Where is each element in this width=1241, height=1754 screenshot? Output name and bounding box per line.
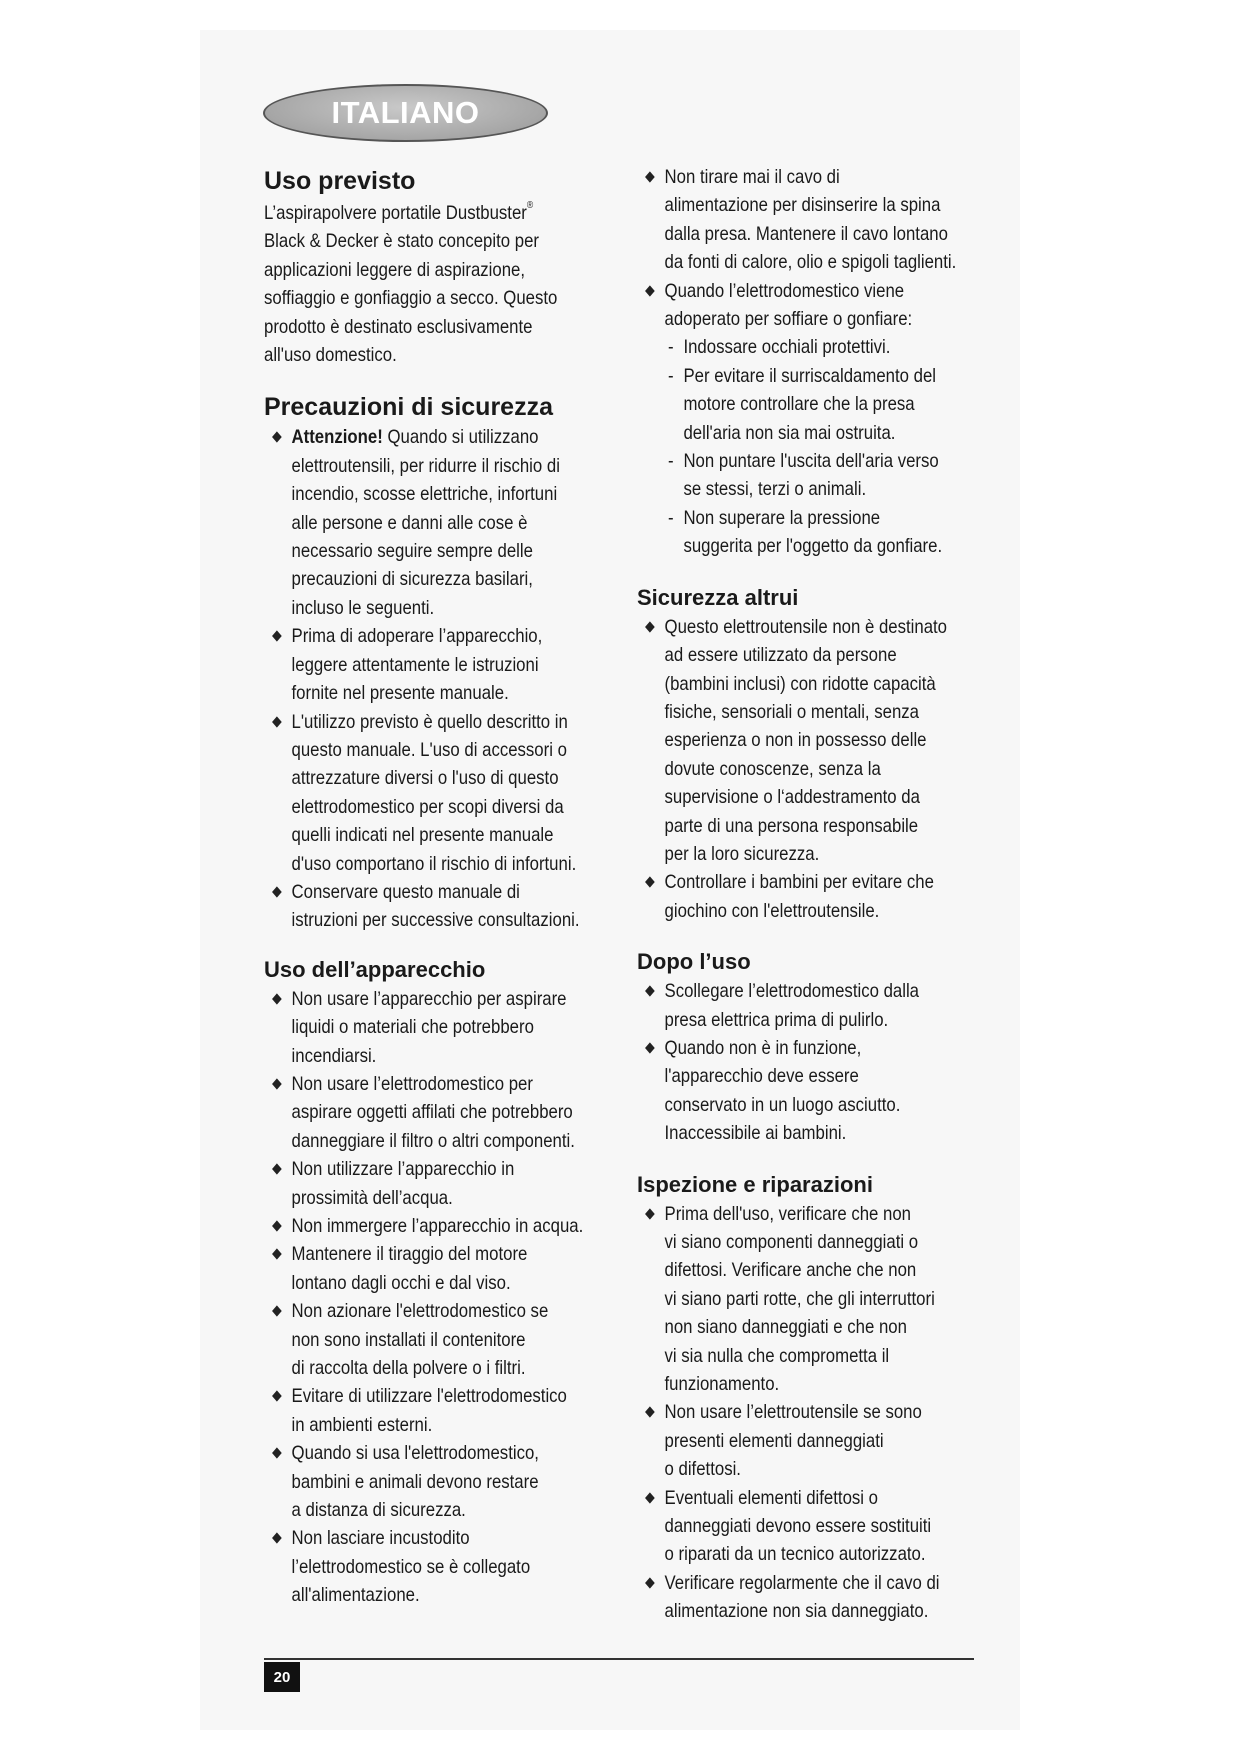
bullet-icon bbox=[272, 1533, 282, 1544]
text-line: esperienza o non in possesso delle bbox=[664, 729, 927, 752]
text-line: incendio, scosse elettriche, infortuni bbox=[291, 483, 558, 506]
text-line: conservato in un luogo asciutto. bbox=[664, 1093, 901, 1116]
section-title-uso-apparecchio: Uso dell’apparecchio bbox=[264, 956, 486, 982]
uso-previsto-text bbox=[264, 199, 634, 369]
text-line: Quando l’elettrodomestico viene bbox=[664, 279, 905, 302]
text-line: quelli indicati nel presente manuale bbox=[291, 824, 554, 847]
registered-mark: ® bbox=[526, 200, 534, 211]
bullet-icon bbox=[272, 1448, 282, 1459]
text-line: per la loro sicurezza. bbox=[664, 842, 820, 865]
section-uso-apparecchio bbox=[264, 955, 634, 1610]
bullet-icon bbox=[645, 285, 655, 296]
dash-mark: - bbox=[667, 506, 674, 529]
text-line: Prima dell'uso, verificare che non bbox=[664, 1202, 912, 1225]
right-column bbox=[637, 163, 1007, 1626]
attention-label: Attenzione! bbox=[291, 426, 383, 449]
dash-item bbox=[665, 504, 956, 561]
dash-item bbox=[665, 447, 956, 504]
text-line: L’aspirapolvere portatile Dustbuster bbox=[264, 202, 527, 224]
text-line: Non utilizzare l’apparecchio in bbox=[291, 1158, 515, 1181]
text-line: Non tirare mai il cavo di bbox=[664, 166, 840, 188]
text-line: fisiche, sensoriali o mentali, senza bbox=[664, 700, 919, 723]
section-ispezione bbox=[637, 1170, 1007, 1626]
bullet-icon bbox=[272, 1164, 282, 1175]
list-item bbox=[637, 1484, 1007, 1569]
dash-list-wrapper bbox=[637, 333, 955, 560]
list-item bbox=[264, 1155, 634, 1212]
language-label: ITALIANO bbox=[331, 95, 480, 130]
dash-item bbox=[665, 333, 956, 361]
text-line: alle persone e danni alle cose è bbox=[291, 511, 528, 534]
text-line: Non usare l’elettroutensile se sono bbox=[664, 1401, 922, 1424]
text-line: attrezzature diversi o l'uso di questo bbox=[291, 767, 559, 790]
section-precauzioni bbox=[264, 391, 634, 934]
text-line: non siano danneggiati e che non bbox=[664, 1316, 907, 1339]
bullet-icon bbox=[645, 1208, 655, 1219]
text-line: l'apparecchio deve essere bbox=[664, 1065, 859, 1088]
text-line: danneggiare il filtro o altri componenti. bbox=[291, 1129, 575, 1152]
text-line: adoperato per soffiare o gonfiare: bbox=[664, 308, 913, 331]
text-line: l’elettrodomestico se è collegato bbox=[291, 1555, 531, 1578]
text-line: Non superare la pressione bbox=[683, 506, 881, 529]
bullet-icon bbox=[645, 1577, 655, 1588]
text-line: Inaccessibile ai bambini. bbox=[664, 1122, 847, 1145]
text-line: presa elettrica prima di pulirlo. bbox=[664, 1008, 889, 1031]
text-line: non sono installati il contenitore bbox=[291, 1328, 526, 1351]
text-line: Quando si usa l'elettrodomestico, bbox=[291, 1442, 539, 1465]
list-item bbox=[264, 985, 634, 1070]
bullet-icon bbox=[272, 1078, 282, 1089]
text-line: bambini e animali devono restare bbox=[291, 1470, 539, 1493]
text-line: vi siano parti rotte, che gli interruttori bbox=[664, 1287, 935, 1310]
ispezione-list bbox=[637, 1200, 1007, 1626]
list-item bbox=[264, 1524, 634, 1609]
list-item bbox=[264, 1382, 634, 1439]
list-item bbox=[637, 1398, 1007, 1483]
section-title-uso-previsto: Uso previsto bbox=[264, 167, 416, 195]
text-line: Non lasciare incustodito bbox=[291, 1527, 470, 1550]
section-title-precauzioni: Precauzioni di sicurezza bbox=[264, 393, 553, 422]
text-line: difettosi. Verificare anche che non bbox=[664, 1259, 917, 1282]
text-line: giochino con l'elettroutensile. bbox=[664, 899, 880, 922]
text-line: lontano dagli occhi e dal viso. bbox=[291, 1271, 511, 1294]
text-line: a distanza di sicurezza. bbox=[291, 1499, 466, 1522]
text-line: aspirare oggetti affilati che potrebbero bbox=[291, 1101, 573, 1124]
text-line: di raccolta della polvere o i filtri. bbox=[291, 1357, 526, 1380]
bullet-icon bbox=[272, 1391, 282, 1402]
list-item bbox=[264, 878, 634, 935]
text-line: prossimità dell’acqua. bbox=[291, 1186, 453, 1209]
text-line: Quando si utilizzano bbox=[382, 426, 539, 449]
sicurezza-altrui-list bbox=[637, 613, 1007, 925]
bullet-icon bbox=[645, 877, 655, 888]
text-line: necessario seguire sempre delle bbox=[291, 540, 533, 563]
text-line: dovute conoscenze, senza la bbox=[664, 757, 881, 780]
text-line: Non usare l’elettrodomestico per bbox=[291, 1072, 533, 1095]
text-line: liquidi o materiali che potrebbero bbox=[291, 1016, 534, 1039]
list-item bbox=[637, 277, 1007, 334]
text-line: Non immergere l’apparecchio in acqua. bbox=[291, 1215, 584, 1237]
text-line: danneggiati devono essere sostituiti bbox=[664, 1515, 932, 1538]
text-line: Prima di adoperare l’apparecchio, bbox=[291, 625, 543, 648]
dash-mark: - bbox=[667, 336, 674, 359]
list-item bbox=[637, 1200, 1007, 1399]
text-line: dell'aria non sia mai ostruita. bbox=[683, 421, 896, 444]
text-line: incendiarsi. bbox=[291, 1044, 377, 1067]
left-column bbox=[264, 165, 634, 1610]
text-line: alimentazione non sia danneggiato. bbox=[664, 1600, 929, 1623]
text-line: Black & Decker è stato concepito per bbox=[264, 230, 539, 253]
bullet-icon bbox=[645, 1492, 655, 1503]
text-line: Scollegare l’elettrodomestico dalla bbox=[664, 980, 920, 1003]
text-line: incluso le seguenti. bbox=[291, 596, 435, 619]
dash-item bbox=[665, 362, 956, 447]
page-number: 20 bbox=[264, 1662, 300, 1692]
text-line: alimentazione per disinserire la spina bbox=[664, 194, 941, 217]
bullet-icon bbox=[272, 716, 282, 727]
text-line: Non puntare l'uscita dell'aria verso bbox=[683, 450, 939, 473]
text-line: all'uso domestico. bbox=[264, 344, 397, 367]
bullet-icon bbox=[272, 1220, 282, 1231]
bullet-icon bbox=[272, 886, 282, 897]
text-line: da fonti di calore, olio e spigoli taglienti. bbox=[664, 251, 957, 274]
text-line: L'utilizzo previsto è quello descritto in bbox=[291, 710, 568, 733]
text-line: Evitare di utilizzare l'elettrodomestico bbox=[291, 1385, 567, 1408]
text-line: se stessi, terzi o animali. bbox=[683, 478, 867, 501]
text-line: o riparati da un tecnico autorizzato. bbox=[664, 1543, 926, 1566]
text-line: (bambini inclusi) con ridotte capacità bbox=[664, 672, 936, 695]
list-item bbox=[637, 977, 1007, 1034]
text-line: soffiaggio e gonfiaggio a secco. Questo bbox=[264, 287, 558, 310]
cavo-list bbox=[637, 163, 1007, 333]
bullet-icon bbox=[645, 985, 655, 996]
list-item bbox=[637, 868, 1007, 925]
bullet-icon bbox=[645, 171, 655, 182]
text-line: prodotto è destinato esclusivamente bbox=[264, 315, 533, 338]
section-dopo-uso bbox=[637, 947, 1007, 1147]
text-line: applicazioni leggere di aspirazione, bbox=[264, 258, 526, 281]
uso-apparecchio-list bbox=[264, 985, 634, 1610]
text-line: elettroutensili, per ridurre il rischio di bbox=[291, 454, 560, 477]
dash-mark: - bbox=[667, 364, 674, 387]
text-line: ad essere utilizzato da persone bbox=[664, 644, 897, 667]
footer-rule bbox=[264, 1658, 974, 1660]
list-item bbox=[264, 622, 634, 707]
text-line: dalla presa. Mantenere il cavo lontano bbox=[664, 222, 948, 245]
dash-mark: - bbox=[667, 450, 674, 473]
text-line: Mantenere il tiraggio del motore bbox=[291, 1243, 528, 1266]
bullet-icon bbox=[272, 1306, 282, 1317]
section-sicurezza-altrui bbox=[637, 583, 1007, 925]
list-item bbox=[264, 1070, 634, 1155]
text-line: all'alimentazione. bbox=[291, 1584, 420, 1607]
bullet-icon bbox=[272, 993, 282, 1004]
text-line: fornite nel presente manuale. bbox=[291, 682, 509, 705]
section-title-ispezione: Ispezione e riparazioni bbox=[637, 1171, 873, 1197]
text-line: motore controllare che la presa bbox=[683, 393, 915, 416]
text-line: d'uso comportano il rischio di infortuni. bbox=[291, 852, 577, 875]
text-line: funzionamento. bbox=[664, 1373, 780, 1396]
text-line: precauzioni di sicurezza basilari, bbox=[291, 568, 533, 591]
text-line: o difettosi. bbox=[664, 1458, 741, 1481]
dopo-uso-list bbox=[637, 977, 1007, 1147]
list-item bbox=[264, 1212, 634, 1240]
language-badge bbox=[263, 84, 548, 142]
text-line: vi sia nulla che comprometta il bbox=[664, 1344, 890, 1367]
text-line: Questo elettroutensile non è destinato bbox=[664, 615, 948, 638]
text-line: questo manuale. L'uso di accessori o bbox=[291, 738, 567, 761]
list-item bbox=[637, 613, 1007, 869]
bullet-icon bbox=[272, 432, 282, 443]
bullet-icon bbox=[645, 1407, 655, 1418]
bullet-icon bbox=[272, 1249, 282, 1260]
text-line: parte di una persona responsabile bbox=[664, 814, 919, 837]
text-line: leggere attentamente le istruzioni bbox=[291, 653, 539, 676]
text-line: supervisione o l‘addestramento da bbox=[664, 786, 920, 809]
text-line: suggerita per l'oggetto da gonfiare. bbox=[683, 535, 943, 558]
text-line: in ambienti esterni. bbox=[291, 1413, 433, 1436]
list-item bbox=[264, 423, 634, 622]
text-line: Controllare i bambini per evitare che bbox=[664, 871, 934, 894]
text-line: presenti elementi danneggiati bbox=[664, 1429, 884, 1452]
section-title-sicurezza-altrui: Sicurezza altrui bbox=[637, 584, 799, 610]
list-item bbox=[264, 1297, 634, 1382]
list-item bbox=[264, 1240, 634, 1297]
bullet-icon bbox=[645, 621, 655, 632]
text-line: Non usare l’apparecchio per aspirare bbox=[291, 987, 567, 1010]
text-line: elettrodomestico per scopi diversi da bbox=[291, 795, 564, 818]
text-line: Quando non è in funzione, bbox=[664, 1036, 862, 1059]
text-line: istruzioni per successive consultazioni. bbox=[291, 909, 580, 932]
dash-list bbox=[665, 333, 956, 560]
section-title-dopo-uso: Dopo l’uso bbox=[637, 949, 751, 975]
list-item bbox=[637, 1569, 1007, 1626]
precauzioni-list bbox=[264, 423, 634, 934]
list-item bbox=[264, 1439, 634, 1524]
text-line: Conservare questo manuale di bbox=[291, 880, 520, 903]
text-line: vi siano componenti danneggiati o bbox=[664, 1231, 919, 1253]
bullet-icon bbox=[645, 1042, 655, 1053]
list-item bbox=[264, 708, 634, 878]
text-line: Indossare occhiali protettivi. bbox=[683, 336, 891, 359]
text-line: Verificare regolarmente che il cavo di bbox=[664, 1571, 940, 1594]
list-item bbox=[637, 1034, 1007, 1148]
list-item bbox=[637, 163, 1007, 277]
section-uso-previsto bbox=[264, 165, 634, 369]
text-line: Non azionare l'elettrodomestico se bbox=[291, 1300, 549, 1323]
text-line: Eventuali elementi difettosi o bbox=[664, 1486, 879, 1509]
bullet-icon bbox=[272, 631, 282, 642]
text-line: Per evitare il surriscaldamento del bbox=[683, 364, 937, 387]
